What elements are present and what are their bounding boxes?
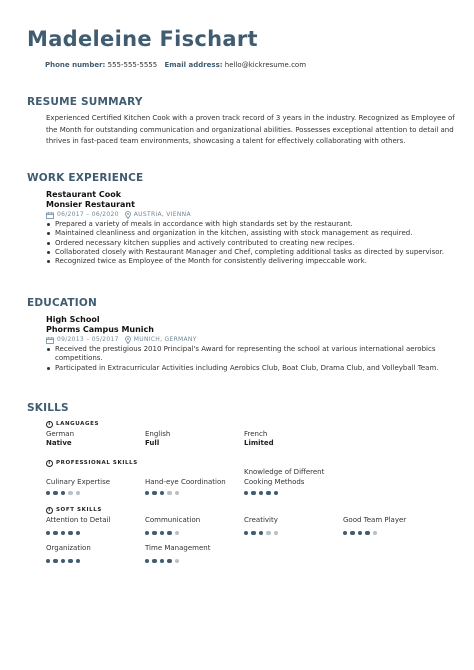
skill-name: Organization (46, 544, 91, 552)
skill-name: Attention to Detail (46, 516, 111, 524)
education-dates: 09/2013 – 05/2017 (57, 336, 119, 343)
experience-heading: WORK EXPERIENCE (27, 172, 144, 184)
job-company: Monsier Restaurant (46, 200, 135, 209)
info-icon: i (46, 507, 53, 514)
rating-dot-filled (46, 491, 50, 495)
professional-skills-category (46, 460, 138, 467)
rating-dot-empty (76, 491, 80, 495)
rating-dot-filled (68, 559, 72, 563)
rating-dot-filled (46, 559, 50, 563)
rating-dot-filled (152, 559, 156, 563)
list-item: Collaborated closely with Restaurant Manager and Chef, completing additional tasks as directed by supervisor. (46, 248, 460, 257)
job-bullets (46, 220, 460, 266)
rating-dot-empty (167, 491, 171, 495)
calendar-icon (46, 337, 54, 344)
rating-dot-filled (76, 559, 80, 563)
job-location: AUSTRIA, VIENNA (133, 211, 191, 218)
rating-dot-empty (266, 531, 270, 535)
professional-skills-label: PROFESSIONAL SKILLS (56, 460, 138, 466)
languages-label: LANGUAGES (56, 421, 100, 427)
job-meta (46, 211, 191, 219)
rating-dot-filled (167, 559, 171, 563)
job-position: Restaurant Cook (46, 190, 122, 199)
skills-heading: SKILLS (27, 402, 69, 414)
summary-text: Experienced Certified Kitchen Cook with a proven track record of 3 years in the industry. Recognized as Employee of the Month for outstanding communication and organizational abilities. Possesses exceptional attention to detail and thrives in fast-paced team environments, showcasing a talent for effectively collaborating with others. (46, 114, 455, 145)
skill-name: Knowledge of Different Cooking Methods (244, 468, 325, 486)
rating-dot-empty (175, 491, 179, 495)
rating-dot-filled (76, 531, 80, 535)
language-level: Full (145, 439, 160, 447)
skill-rating (145, 531, 179, 535)
list-item: Prepared a variety of meals in accordance with high standards set by the restaurant. (46, 220, 460, 229)
soft-skills-label: SOFT SKILLS (56, 507, 102, 513)
skill-rating (46, 491, 80, 495)
email-value: hello@kickresume.com (224, 61, 307, 69)
skill-name: Hand-eye Coordination (145, 478, 226, 486)
rating-dot-filled (244, 531, 248, 535)
language-level: Native (46, 439, 72, 447)
skill-name: Creativity (244, 516, 278, 524)
rating-dot-filled (46, 531, 50, 535)
rating-dot-filled (266, 491, 270, 495)
rating-dot-filled (61, 559, 65, 563)
rating-dot-filled (145, 531, 149, 535)
job-dates: 06/2017 – 06/2020 (57, 211, 119, 218)
rating-dot-filled (358, 531, 362, 535)
rating-dot-filled (61, 491, 65, 495)
skill-rating (46, 559, 80, 563)
list-item: Ordered necessary kitchen supplies and actively contributed to creating new recipes. (46, 239, 460, 248)
rating-dot-filled (259, 491, 263, 495)
candidate-name: Madeleine Fischart (27, 27, 258, 51)
rating-dot-filled (53, 559, 57, 563)
language-name: English (145, 430, 171, 438)
rating-dot-empty (274, 531, 278, 535)
education-location: MUNICH, GERMANY (133, 336, 197, 343)
rating-dot-filled (251, 491, 255, 495)
skill-name: Communication (145, 516, 201, 524)
email-label: Email address: (164, 61, 223, 69)
rating-dot-filled (160, 491, 164, 495)
rating-dot-filled (145, 559, 149, 563)
rating-dot-empty (68, 491, 72, 495)
soft-skills-category (46, 507, 102, 514)
rating-dot-filled (160, 559, 164, 563)
language-name: German (46, 430, 75, 438)
rating-dot-filled (167, 531, 171, 535)
education-bullets (46, 345, 460, 373)
info-icon: i (46, 421, 53, 428)
rating-dot-empty (373, 531, 377, 535)
rating-dot-filled (152, 491, 156, 495)
location-pin-icon (125, 211, 131, 219)
skill-rating (145, 491, 179, 495)
skill-rating (244, 531, 278, 535)
education-degree: High School (46, 315, 100, 324)
skill-name: Time Management (145, 544, 211, 552)
languages-category (46, 421, 99, 428)
rating-dot-filled (274, 491, 278, 495)
rating-dot-filled (365, 531, 369, 535)
rating-dot-filled (160, 531, 164, 535)
rating-dot-filled (53, 491, 57, 495)
skill-name: Good Team Player (343, 516, 407, 524)
skill-rating (145, 559, 179, 563)
summary-heading: RESUME SUMMARY (27, 96, 143, 108)
phone-label: Phone number: (45, 61, 106, 69)
rating-dot-filled (251, 531, 255, 535)
rating-dot-empty (175, 559, 179, 563)
rating-dot-filled (145, 491, 149, 495)
language-name: French (244, 430, 268, 438)
location-pin-icon (125, 336, 131, 344)
list-item: Recognized twice as Employee of the Month for consistently delivering impeccable work. (46, 257, 460, 266)
education-heading: EDUCATION (27, 297, 98, 309)
list-item: Maintained cleanliness and organization in the kitchen, assisting with stock management as required. (46, 229, 460, 238)
education-meta (46, 336, 197, 344)
rating-dot-filled (259, 531, 263, 535)
skill-name: Culinary Expertise (46, 478, 111, 486)
language-level: Limited (244, 439, 274, 447)
rating-dot-filled (343, 531, 347, 535)
rating-dot-filled (53, 531, 57, 535)
info-icon: i (46, 460, 53, 467)
list-item: Participated in Extracurricular Activities including Aerobics Club, Boat Club, Drama Club, and Volleyball Team. (46, 364, 460, 373)
skill-rating (244, 491, 278, 495)
contact-line (45, 61, 311, 70)
rating-dot-filled (152, 531, 156, 535)
rating-dot-empty (175, 531, 179, 535)
rating-dot-filled (350, 531, 354, 535)
skill-rating (46, 531, 80, 535)
education-school: Phorms Campus Munich (46, 325, 154, 334)
rating-dot-filled (61, 531, 65, 535)
list-item: Received the prestigious 2010 Principal's Award for representing the school at various international aerobics competitions. (46, 345, 460, 364)
rating-dot-filled (244, 491, 248, 495)
phone-value: 555-555-5555 (107, 61, 158, 69)
rating-dot-filled (68, 531, 72, 535)
calendar-icon (46, 212, 54, 219)
skill-rating (343, 531, 377, 535)
